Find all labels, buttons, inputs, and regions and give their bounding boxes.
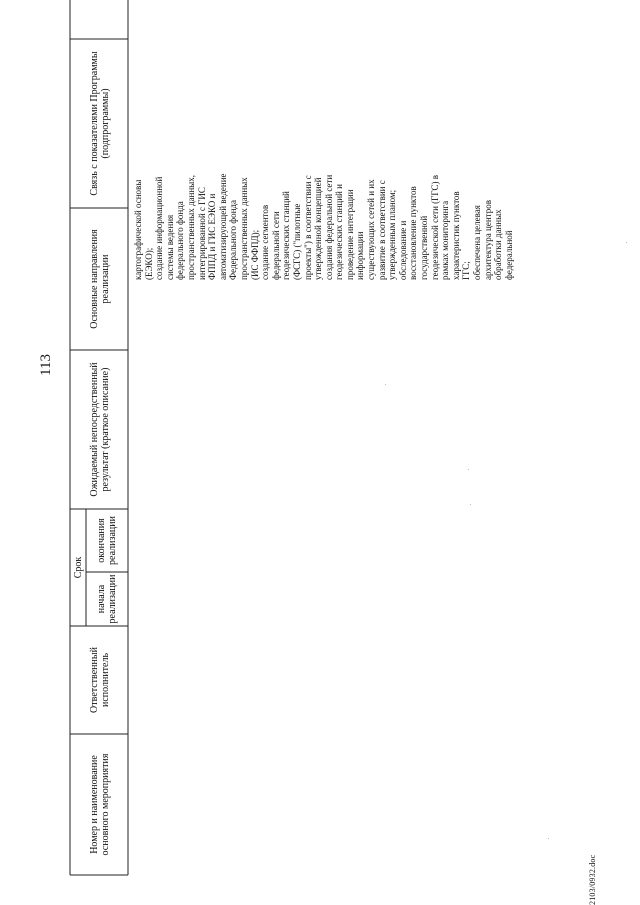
directions-line: развитие в соответствии с <box>376 180 387 280</box>
header-term-start: начала реализации <box>96 574 118 624</box>
scan-speck <box>548 838 549 839</box>
directions-line: (ФСГС) ("пилотные <box>291 203 302 280</box>
directions-line: геодезических станций <box>281 191 292 280</box>
directions-line: характеристик пунктов <box>450 191 461 280</box>
directions-line: геодезической сети (ГГС) в <box>429 175 440 280</box>
directions-line: создания федеральной сети <box>323 174 334 280</box>
directions-line: геодезических станций и <box>334 184 345 280</box>
header-term-end: окончания реализации <box>96 516 118 565</box>
directions-line: обеспечена целевая <box>472 205 482 280</box>
directions-line: пространственных данных, <box>185 175 196 280</box>
header-number-name: Номер и наименование основного мероприятия <box>89 753 111 856</box>
directions-line: автоматизирующей ведение <box>217 173 228 280</box>
directions-line: федеральной <box>503 230 514 280</box>
scan-speck <box>626 242 627 243</box>
directions-line: системы ведения <box>164 214 175 280</box>
document-code: 2103/0932.doc <box>588 854 597 905</box>
directions-line: картографической основы <box>133 179 143 280</box>
scan-speck <box>468 469 469 470</box>
directions-line: восстановление пунктов <box>408 186 419 280</box>
directions-line: обследование и <box>397 220 408 280</box>
header-term: Срок <box>73 556 84 579</box>
directions-line: проекты") в соответствии с <box>302 175 313 280</box>
page-number: 113 <box>38 354 54 376</box>
directions-line: пространственных данных <box>238 177 249 280</box>
directions-line: ФППД и ГИС ЕЭКО и <box>207 193 218 280</box>
directions-line: рамках мониторинга <box>440 200 451 280</box>
directions-line: информации <box>355 231 366 280</box>
directions-line: архитектура центров <box>482 200 493 280</box>
directions-line: создание информационной <box>154 176 165 280</box>
header-result: Ожидаемый непосредственный результат (краткое описание) <box>89 362 111 497</box>
directions-line: существующих сетей и их <box>366 179 377 280</box>
directions-line: проведение интеграции <box>344 189 355 280</box>
directions-line: создание сегментов <box>260 204 271 280</box>
directions-line: федерального фонда <box>175 201 186 280</box>
scan-speck <box>385 384 386 385</box>
directions-line: интегрированной с ГИС <box>196 187 207 280</box>
directions-line: ГГС; <box>461 261 472 280</box>
directions-line: обработки данных <box>493 209 504 280</box>
directions-line: федеральной сети <box>270 211 281 280</box>
directions-line: государственной <box>419 215 430 280</box>
directions-line: (ИС ФФПД); <box>249 229 260 280</box>
directions-line: Федерального фонда <box>228 200 239 280</box>
directions-line: утвержденным планом; <box>387 189 398 280</box>
directions-line: (ЕЭКО); <box>143 247 154 280</box>
directions-cell-text <box>133 55 514 280</box>
header-executor: Ответственный исполнитель <box>89 647 111 713</box>
directions-line: утвержденной концепцией <box>313 177 324 280</box>
header-link-indicators: Связь с показателями Программы (подпрограммы) <box>89 51 111 196</box>
header-directions: Основные направления реализации <box>89 229 111 329</box>
scan-speck <box>470 504 471 505</box>
